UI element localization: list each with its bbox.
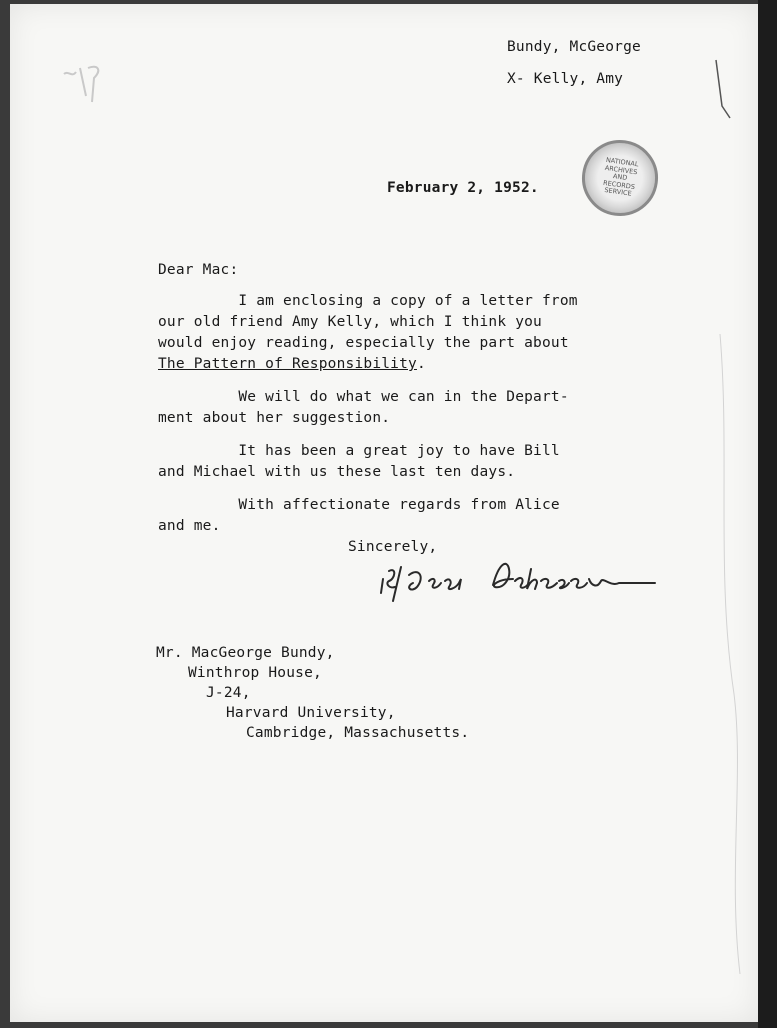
address-line2: J-24,: [206, 685, 251, 701]
pencil-mark-top-left: [58, 56, 118, 116]
paragraph1-line4: [158, 353, 426, 375]
address-line3: Harvard University,: [226, 705, 396, 721]
pencil-mark-top-right: [710, 56, 740, 126]
scan-edge: [758, 0, 777, 1028]
address-line1: Winthrop House,: [188, 665, 322, 681]
paragraph1-line3: would enjoy reading, especially the part about: [158, 335, 569, 351]
paragraph1-line1: I am enclosing a copy of a letter from: [158, 293, 578, 309]
paragraph1-line2: our old friend Amy Kelly, which I think you: [158, 314, 542, 330]
paragraph3-line1: It has been a great joy to have Bill: [158, 443, 560, 459]
paragraph4-line1: With affectionate regards from Alice: [158, 497, 560, 513]
archives-stamp-text: NATIONAL ARCHIVES AND RECORDS SERVICE: [602, 156, 639, 198]
paragraph2-line2: ment about her suggestion.: [158, 410, 391, 426]
file-label-primary: Bundy, McGeorge: [507, 39, 641, 55]
salutation: Dear Mac:: [158, 262, 239, 278]
signature: [375, 549, 675, 609]
address-line4: Cambridge, Massachusetts.: [246, 725, 470, 741]
archives-stamp: [577, 135, 663, 221]
paragraph1-period: .: [416, 356, 426, 372]
address-name: Mr. MacGeorge Bundy,: [156, 645, 335, 661]
letter-page: [10, 4, 758, 1022]
paper-crease: [710, 334, 758, 974]
closing: Sincerely,: [348, 539, 438, 555]
paragraph3-line2: and Michael with us these last ten days.: [158, 464, 516, 480]
book-title: The Pattern of Responsibility: [158, 356, 417, 372]
paragraph2-line1: We will do what we can in the Depart-: [158, 389, 569, 405]
file-label-cross-reference: X- Kelly, Amy: [507, 71, 624, 87]
letter-date: February 2, 1952.: [387, 180, 539, 196]
paragraph4-line2: and me.: [158, 518, 221, 534]
